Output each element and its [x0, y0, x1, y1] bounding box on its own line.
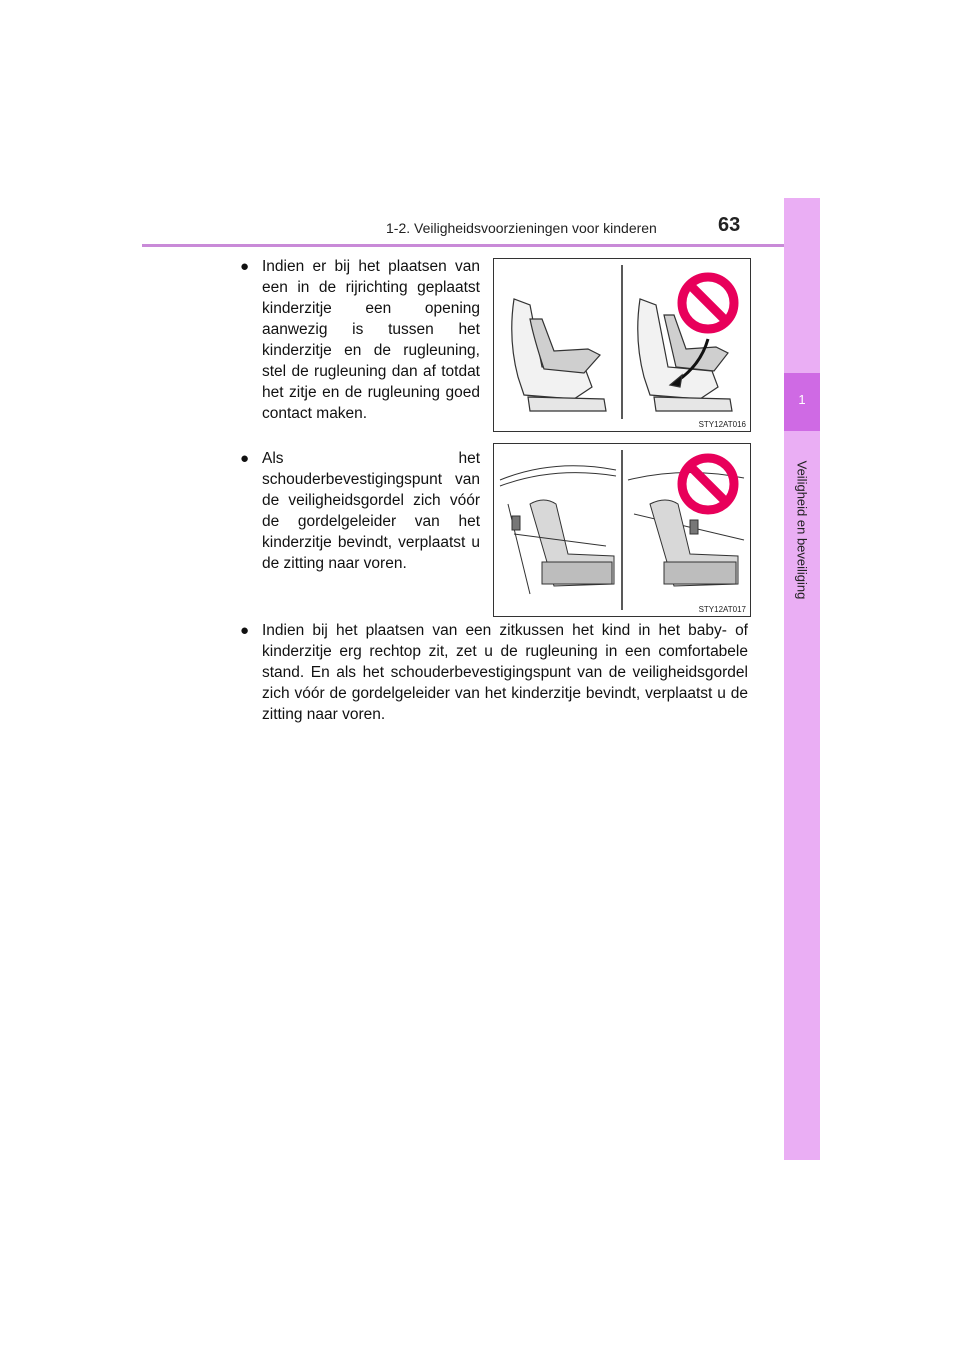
seat-gap-illustration: [493, 258, 751, 432]
chapter-number: 1: [798, 392, 806, 407]
figure-code: STY12AT016: [698, 420, 746, 429]
seatbelt-anchor-illustration: [493, 443, 751, 617]
bullet-item: [240, 256, 480, 424]
bullet-icon: ●: [240, 450, 250, 467]
prohibition-icon: [682, 277, 734, 329]
car-seat-left: [512, 299, 606, 411]
bullet-icon: ●: [240, 622, 250, 639]
seatbelt-illustration-svg: [494, 444, 750, 616]
chapter-title: Veiligheid en beveiliging: [794, 460, 810, 600]
car-interior-left: [500, 466, 616, 594]
bullet-text: Indien bij het plaatsen van een zitkussen het kind in het baby- of kinderzitje erg rechtop zit, zet u de rugleuning in een comfortabele stand. En als het schouderbevestigingspunt van de veiligheidsgordel zich vóór de gordelgeleider van het kinderzitje bevindt, verplaatst u de zitting naar voren.: [262, 622, 748, 723]
figure-code: STY12AT017: [698, 605, 746, 614]
bullet-item: [240, 620, 748, 725]
bullet-item: [240, 448, 480, 574]
seat-illustration-svg: [494, 259, 750, 431]
bullet-icon: ●: [240, 258, 250, 275]
bullet-text: Als het schouderbevestigingspunt van de veiligheidsgordel zich vóór de gordelgeleider van het kinderzitje bevindt, verplaatst u de zitting naar voren.: [262, 450, 480, 572]
bullet-text: Indien er bij het plaatsen van een in de rijrichting geplaatst kinderzitje een opening aanwezig is tussen het kinderzitje en de rugleuning, stel de rugleuning dan af totdat het zitje en de rugleuning goed contact maken.: [262, 258, 480, 422]
page-number: 63: [718, 214, 741, 236]
chapter-side-tab: [784, 198, 820, 1160]
section-title: 1-2. Veiligheidsvoorzieningen voor kinderen: [386, 220, 657, 236]
prohibition-icon: [682, 458, 734, 510]
header-divider: [142, 244, 818, 247]
